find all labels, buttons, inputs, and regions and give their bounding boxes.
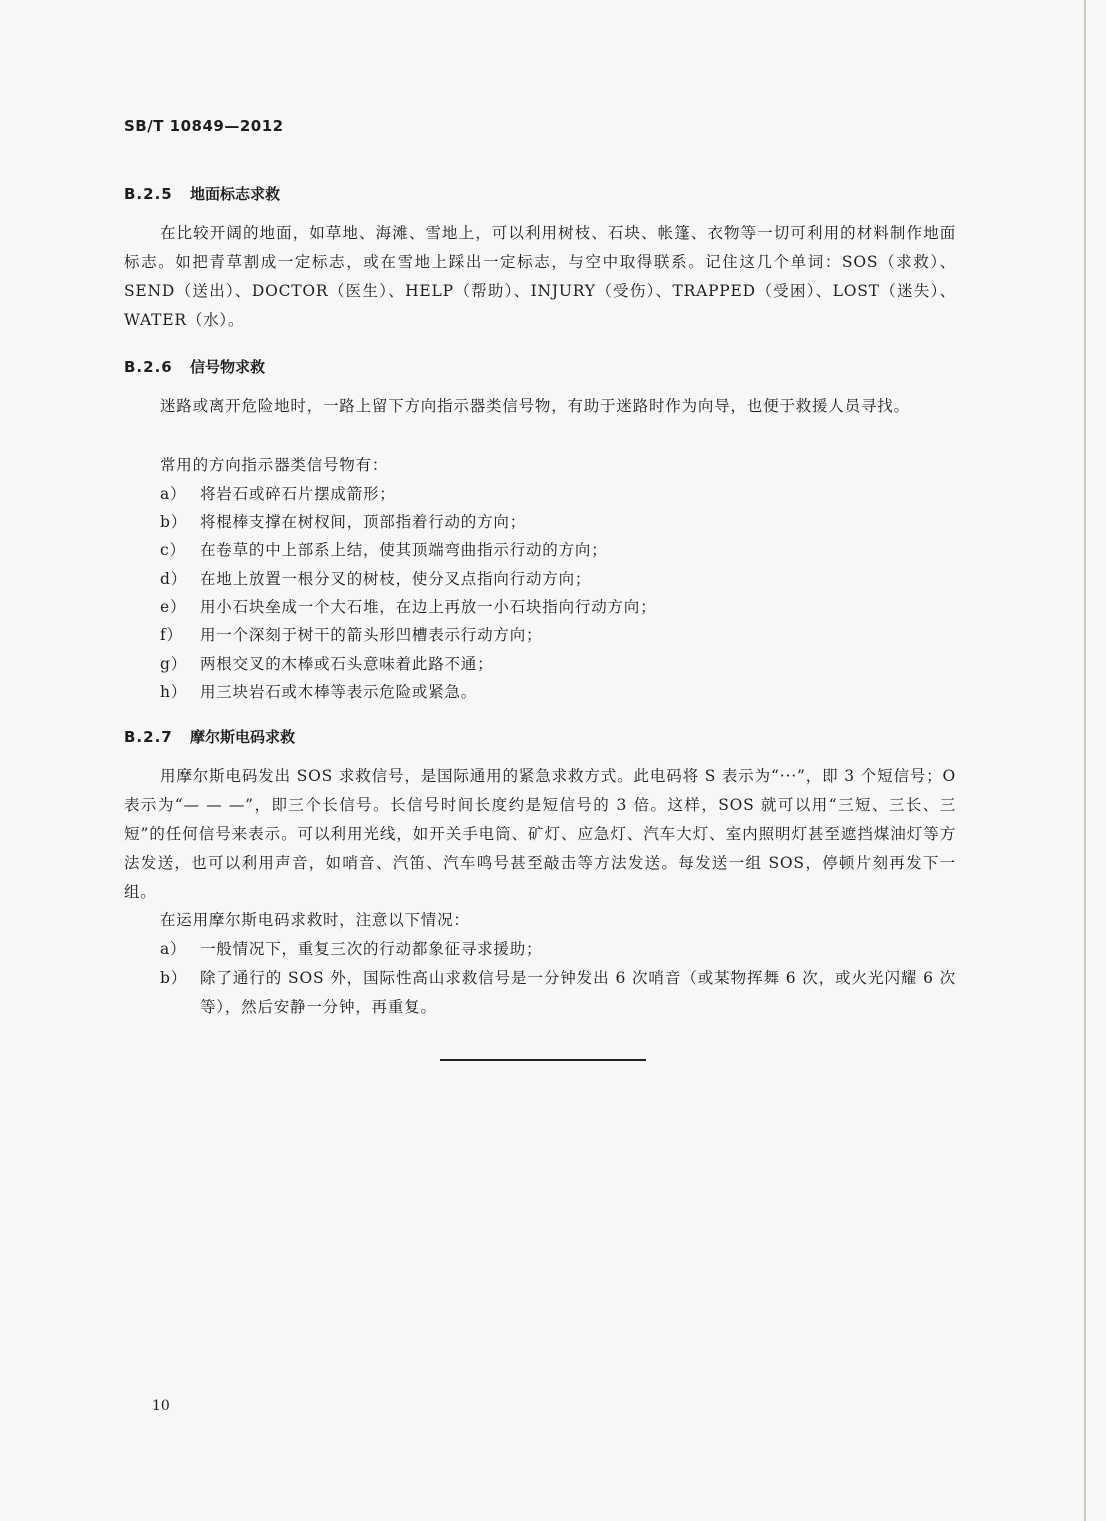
- page-edge-line: [1084, 0, 1086, 1521]
- paragraph-signal-objects-list-intro: 常用的方向指示器类信号物有：: [160, 456, 389, 474]
- list-item: [124, 678, 956, 707]
- paragraph-ground-signs: 在比较开阔的地面，如草地、海滩、雪地上，可以利用树枝、石块、帐篷、衣物等一切可利用的材料制作地面标志。如把青草割成一定标志，或在雪地上踩出一定标志，与空中取得联系。记住这几个单词：SOS（求救）、SEND（送出）、DOCTOR（医生）、HELP（帮助）、INJURY（受伤）、TRAPPED（受困）、LOST（迷失）、WATER（水）。: [124, 224, 956, 329]
- section-number: B.2.7: [124, 728, 173, 746]
- list-marker: d）: [160, 570, 188, 588]
- list-marker: c）: [160, 541, 186, 559]
- list-item-text: 除了通行的 SOS 外，国际性高山求救信号是一分钟发出 6 次哨音（或某物挥舞 6 次，或火光闪耀 6 次等），然后安静一分钟，再重复。: [200, 969, 956, 1016]
- list-marker: a）: [160, 485, 187, 503]
- section-heading-b26: [124, 356, 265, 377]
- list-marker: b）: [160, 513, 188, 531]
- list-marker: h）: [160, 683, 188, 701]
- list-item: [124, 964, 956, 1022]
- list-item: [124, 935, 956, 964]
- page-number: 10: [152, 1398, 170, 1414]
- list-item: [124, 621, 956, 650]
- section-heading-b25: [124, 183, 280, 204]
- list-item: [124, 650, 956, 679]
- end-of-document-rule: [440, 1059, 646, 1061]
- section-title: 地面标志求救: [190, 185, 281, 203]
- list-item-text: 将棍棒支撑在树杈间，顶部指着行动的方向；: [200, 513, 527, 531]
- list-item: [124, 593, 956, 622]
- list-item: [124, 536, 956, 565]
- list-item-text: 一般情况下，重复三次的行动都象征寻求援助；: [200, 940, 543, 958]
- list-item: [124, 480, 956, 509]
- list-marker: f）: [160, 626, 183, 644]
- section-title: 信号物求救: [190, 358, 266, 376]
- paragraph-morse-notes-intro: 在运用摩尔斯电码求救时，注意以下情况：: [160, 911, 470, 929]
- list-item-text: 在地上放置一根分叉的树枝，使分叉点指向行动方向；: [200, 570, 592, 588]
- list-item-text: 用三块岩石或木棒等表示危险或紧急。: [200, 683, 478, 701]
- paragraph-morse-code: 用摩尔斯电码发出 SOS 求救信号，是国际通用的紧急求救方式。此电码将 S 表示为“···”，即 3 个短信号；O 表示为“— — —”，即三个长信号。长信号时间长度约是短信号的 3 倍。这样，SOS 就可以用“三短、三长、三短”的任何信号来表示。可以利用光线，如开关手电筒、矿灯、应急灯、汽车大灯、室内照明灯甚至遮挡煤油灯等方法发送，也可以利用声音，如哨音、汽笛、汽车鸣号甚至敲击等方法发送。每发送一组 SOS，停顿片刻再发下一组。: [124, 767, 956, 901]
- list-item: [124, 565, 956, 594]
- list-item-text: 用小石块垒成一个大石堆，在边上再放一小石块指向行动方向；: [200, 598, 657, 616]
- section-number: B.2.6: [124, 358, 173, 376]
- list-marker: g）: [160, 655, 188, 673]
- list-item-text: 在卷草的中上部系上结，使其顶端弯曲指示行动的方向；: [200, 541, 608, 559]
- list-marker: b）: [160, 969, 188, 987]
- paragraph-signal-objects: 迷路或离开危险地时，一路上留下方向指示器类信号物，有助于迷路时作为向导，也便于救援人员寻找。: [160, 397, 910, 415]
- section-title: 摩尔斯电码求救: [190, 728, 296, 746]
- list-item-text: 将岩石或碎石片摆成箭形；: [200, 485, 396, 503]
- list-marker: a）: [160, 940, 187, 958]
- list-item: [124, 508, 956, 537]
- section-number: B.2.5: [124, 185, 173, 203]
- list-item-text: 两根交叉的木棒或石头意味着此路不通；: [200, 655, 494, 673]
- section-heading-b27: [124, 726, 295, 747]
- list-item-text: 用一个深刻于树干的箭头形凹槽表示行动方向；: [200, 626, 543, 644]
- standard-number: SB/T 10849—2012: [124, 117, 284, 135]
- list-marker: e）: [160, 598, 187, 616]
